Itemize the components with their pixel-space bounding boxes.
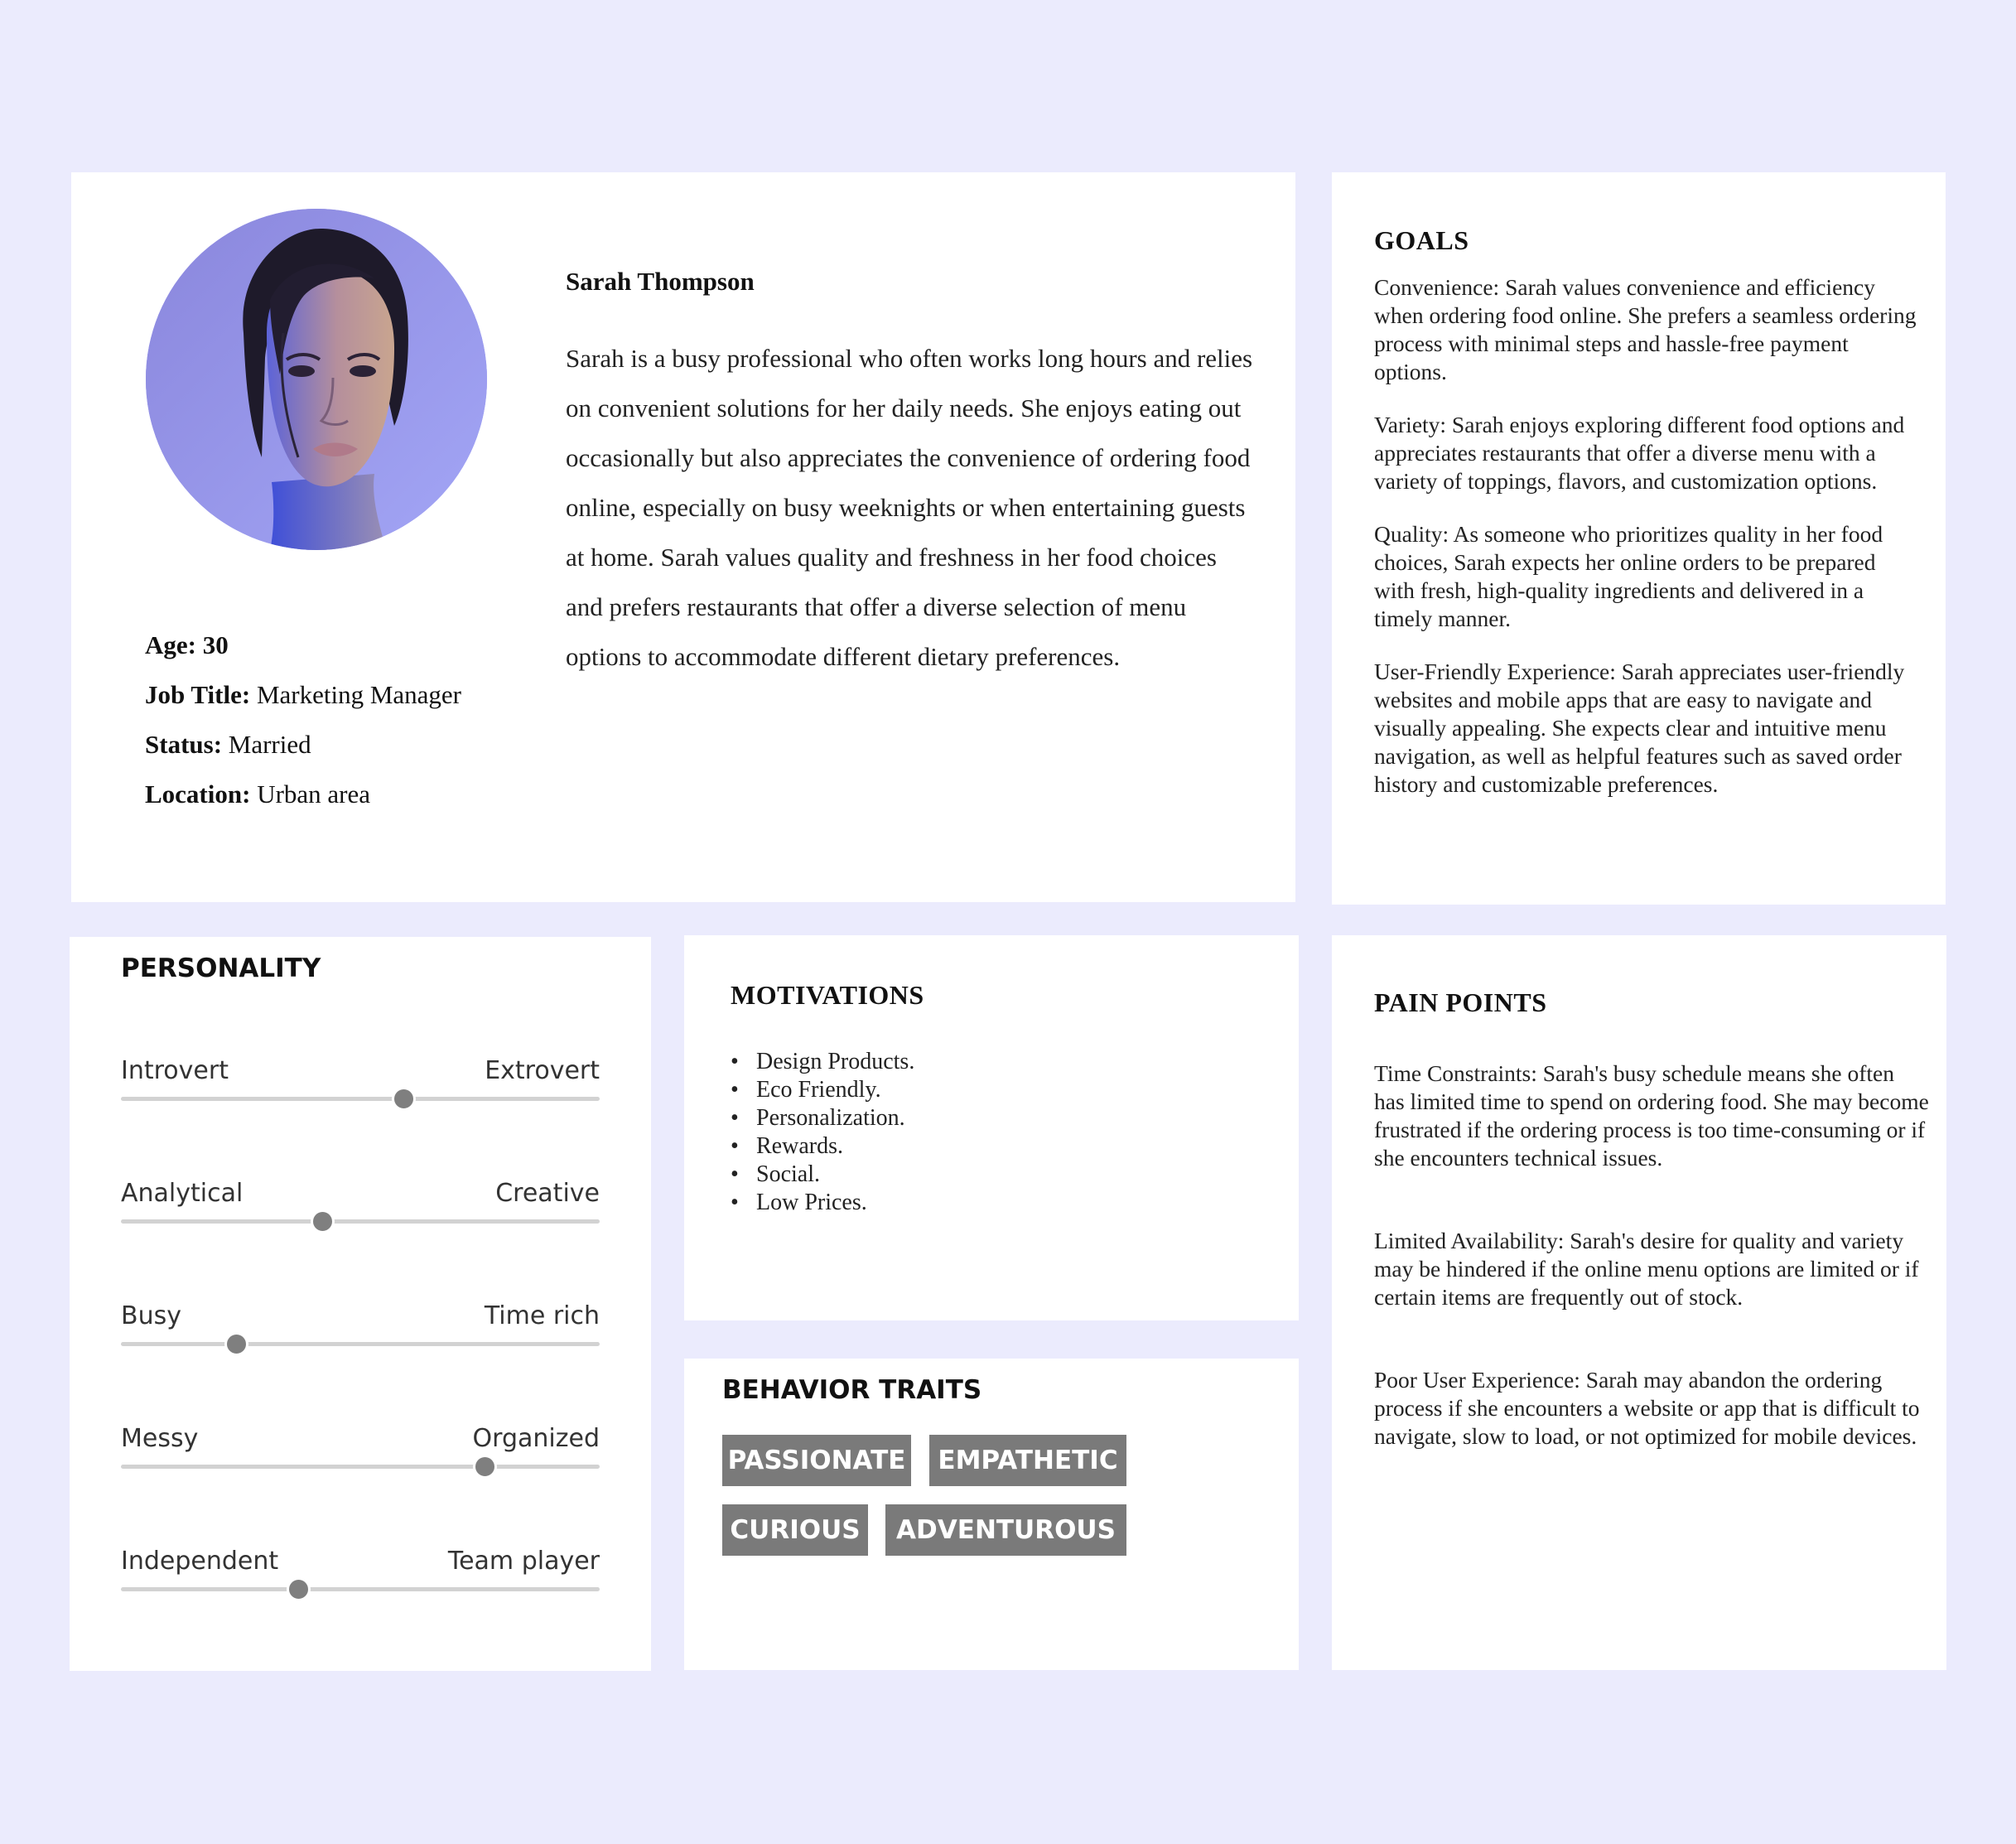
slider-thumb[interactable] — [392, 1087, 416, 1111]
persona-bio: Sarah is a busy professional who often works long hours and relies on convenient solutions for her daily needs. She enjoys eating out occasionally but also appreciates the convenience of ordering food online, especially on busy weeknights or when entertaining guests at home. Sarah values quality and freshness in her food choices and prefers restaurants that offer a diverse selection of menu options to accommodate different dietary preferences. — [566, 344, 1253, 671]
slider-thumb[interactable] — [287, 1577, 311, 1601]
fact-value: Urban area — [257, 780, 371, 809]
goal-item: Quality: As someone who prioritizes quality in her food choices, Sarah expects her online orders to be prepared with fresh, high-quality ingredients and delivered in a timely manner. — [1374, 521, 1883, 631]
list-item: • Personalization. — [731, 1104, 914, 1132]
fact-label: Status: — [145, 730, 223, 759]
fact-label: Job Title: — [145, 680, 251, 709]
fact-value: Marketing Manager — [256, 680, 461, 709]
fact-value: 30 — [202, 630, 229, 659]
slider-track[interactable] — [121, 1219, 600, 1224]
pain-point-item: Limited Availability: Sarah's desire for quality and variety may be hindered if the online menu options are limited or if certain items are frequently out of stock. — [1374, 1228, 1919, 1310]
profile-card — [71, 172, 1295, 902]
trait-right-label: Creative — [495, 1179, 600, 1208]
trait-tag-adventurous: ADVENTUROUS — [885, 1504, 1126, 1556]
list-item: • Social. — [731, 1161, 914, 1189]
trait-left-label: Analytical — [121, 1179, 244, 1208]
pain-points-list — [1374, 1060, 1929, 1505]
list-item: • Eco Friendly. — [731, 1076, 914, 1104]
goals-title: GOALS — [1374, 225, 1469, 255]
trait-right-label: Time rich — [484, 1301, 600, 1330]
fact-label: Location: — [145, 780, 251, 809]
trait-tag-curious: CURIOUS — [722, 1504, 868, 1556]
fact-value: Married — [228, 730, 311, 759]
list-item: • Low Prices. — [731, 1189, 914, 1217]
trait-tag-empathetic: EMPATHETIC — [929, 1435, 1126, 1486]
fact-label: Age: — [145, 630, 196, 659]
behavior-traits-title: BEHAVIOR TRAITS — [722, 1375, 982, 1405]
goals-card — [1332, 172, 1946, 905]
slider-track[interactable] — [121, 1465, 600, 1469]
pain-point-item: Poor User Experience: Sarah may abandon the ordering process if she encounters a website or app that is difficult to navigate, slow to load, or not optimized for mobile devices. — [1374, 1367, 1920, 1449]
behavior-traits-card — [684, 1359, 1299, 1670]
profile-photo — [146, 209, 487, 550]
trait-tag-passionate: PASSIONATE — [722, 1435, 911, 1486]
personality-card — [70, 937, 651, 1671]
trait-left-label: Independent — [121, 1547, 279, 1576]
fact-status — [145, 728, 543, 778]
goal-item: Convenience: Sarah values convenience and efficiency when ordering food online. She prefers a seamless ordering process with minimal steps and hassle-free payment options. — [1374, 274, 1917, 384]
personality-title: PERSONALITY — [121, 953, 321, 983]
trait-right-label: Extrovert — [485, 1056, 600, 1085]
trait-left-label: Messy — [121, 1424, 199, 1453]
slider-thumb[interactable] — [473, 1455, 497, 1479]
list-item: • Rewards. — [731, 1132, 914, 1161]
trait-slider-row — [121, 1177, 600, 1235]
goals-list — [1374, 273, 1921, 823]
pain-point-item: Time Constraints: Sarah's busy schedule means she often has limited time to spend on ordering food. She may become frustrated if the ordering process is too time-consuming or if she encounters technical issues. — [1374, 1060, 1929, 1171]
fact-location — [145, 778, 543, 828]
slider-thumb[interactable] — [311, 1209, 335, 1233]
slider-thumb[interactable] — [224, 1332, 248, 1356]
trait-right-label: Organized — [472, 1424, 600, 1453]
slider-track[interactable] — [121, 1342, 600, 1346]
fact-job-title — [145, 678, 543, 728]
goal-item: Variety: Sarah enjoys exploring different food options and appreciates restaurants that offer a diverse menu with a variety of toppings, flavors, and customization options. — [1374, 412, 1905, 494]
motivations-title: MOTIVATIONS — [731, 980, 924, 1010]
trait-left-label: Busy — [121, 1301, 181, 1330]
list-item: • Design Products. — [731, 1048, 914, 1076]
slider-track[interactable] — [121, 1097, 600, 1101]
trait-slider-row — [121, 1545, 600, 1603]
fact-age — [145, 629, 543, 678]
pain-points-title: PAIN POINTS — [1374, 987, 1547, 1017]
motivations-card — [684, 935, 1299, 1320]
persona-name: Sarah Thompson — [566, 267, 755, 296]
profile-facts — [145, 629, 543, 828]
trait-slider-row — [121, 1055, 600, 1113]
trait-right-label: Team player — [447, 1547, 600, 1576]
portrait-image — [146, 209, 487, 550]
trait-slider-row — [121, 1300, 600, 1358]
slider-track[interactable] — [121, 1587, 600, 1591]
trait-left-label: Introvert — [121, 1056, 229, 1085]
goal-item: User-Friendly Experience: Sarah appreciates user-friendly websites and mobile apps that are easy to navigate and visually appealing. She expects clear and intuitive menu navigation, as well as helpful features such as saved order history and customizable preferences. — [1374, 659, 1905, 797]
trait-slider-row — [121, 1422, 600, 1480]
motivations-list — [731, 1048, 914, 1217]
pain-points-card — [1332, 935, 1946, 1670]
